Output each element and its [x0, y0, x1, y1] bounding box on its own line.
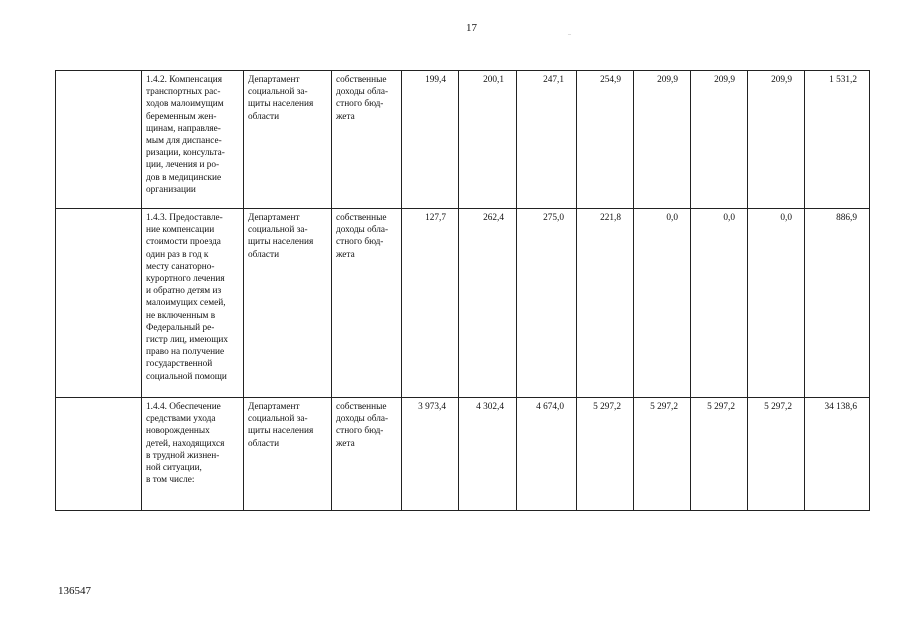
total-cell: 34 138,6: [805, 398, 870, 511]
table-row: [56, 209, 870, 398]
year-value-cell: 3 973,4: [402, 398, 459, 511]
table-row: [56, 398, 870, 511]
table-row: [56, 71, 870, 209]
year-value-cell: 247,1: [517, 71, 577, 209]
year-value-cell: 0,0: [691, 209, 748, 398]
year-value-cell: 5 297,2: [577, 398, 634, 511]
year-value-cell: 0,0: [748, 209, 805, 398]
executor-cell: Департамент социальной за- щиты населения области: [244, 71, 332, 209]
empty-cell: [56, 71, 142, 209]
year-value-cell: 209,9: [691, 71, 748, 209]
year-value-cell: 5 297,2: [691, 398, 748, 511]
year-value-cell: 5 297,2: [634, 398, 691, 511]
scan-mark: _: [568, 30, 571, 36]
year-value-cell: 254,9: [577, 71, 634, 209]
funding-source-cell: собственные доходы обла- стного бюд- жета: [332, 209, 402, 398]
year-value-cell: 209,9: [634, 71, 691, 209]
year-value-cell: 127,7: [402, 209, 459, 398]
measure-cell: 1.4.4. Обеспечение средствами ухода новорожденных детей, находящихся в трудной жизнен- ной ситуации, в том числе:: [142, 398, 244, 511]
executor-cell: Департамент социальной за- щиты населения области: [244, 398, 332, 511]
year-value-cell: 4 302,4: [459, 398, 517, 511]
total-cell: 1 531,2: [805, 71, 870, 209]
measure-cell: 1.4.3. Предоставле- ние компенсации стоимости проезда один раз в год к месту санаторно- курортного лечения и обратно детям из малоимущих семей, не включенным в Федеральный ре- гистр лиц, имеющих право на получение государственной социальной помощи: [142, 209, 244, 398]
funding-source-cell: собственные доходы обла- стного бюд- жета: [332, 398, 402, 511]
year-value-cell: 0,0: [634, 209, 691, 398]
document-code: 136547: [58, 585, 91, 597]
year-value-cell: 200,1: [459, 71, 517, 209]
year-value-cell: 4 674,0: [517, 398, 577, 511]
year-value-cell: 209,9: [748, 71, 805, 209]
empty-cell: [56, 209, 142, 398]
funding-source-cell: собственные доходы обла- стного бюд- жета: [332, 71, 402, 209]
total-cell: 886,9: [805, 209, 870, 398]
year-value-cell: 199,4: [402, 71, 459, 209]
year-value-cell: 5 297,2: [748, 398, 805, 511]
measure-cell: 1.4.2. Компенсация транспортных рас- ходов малоимущим беременным жен- щинам, направляе- мым для диспансе- ризации, консульта- ции, лечения и ро- дов в медицинские организации: [142, 71, 244, 209]
executor-cell: Департамент социальной за- щиты населения области: [244, 209, 332, 398]
year-value-cell: 275,0: [517, 209, 577, 398]
empty-cell: [56, 398, 142, 511]
year-value-cell: 262,4: [459, 209, 517, 398]
year-value-cell: 221,8: [577, 209, 634, 398]
page-number: 17: [466, 22, 477, 34]
budget-table: [55, 70, 870, 511]
